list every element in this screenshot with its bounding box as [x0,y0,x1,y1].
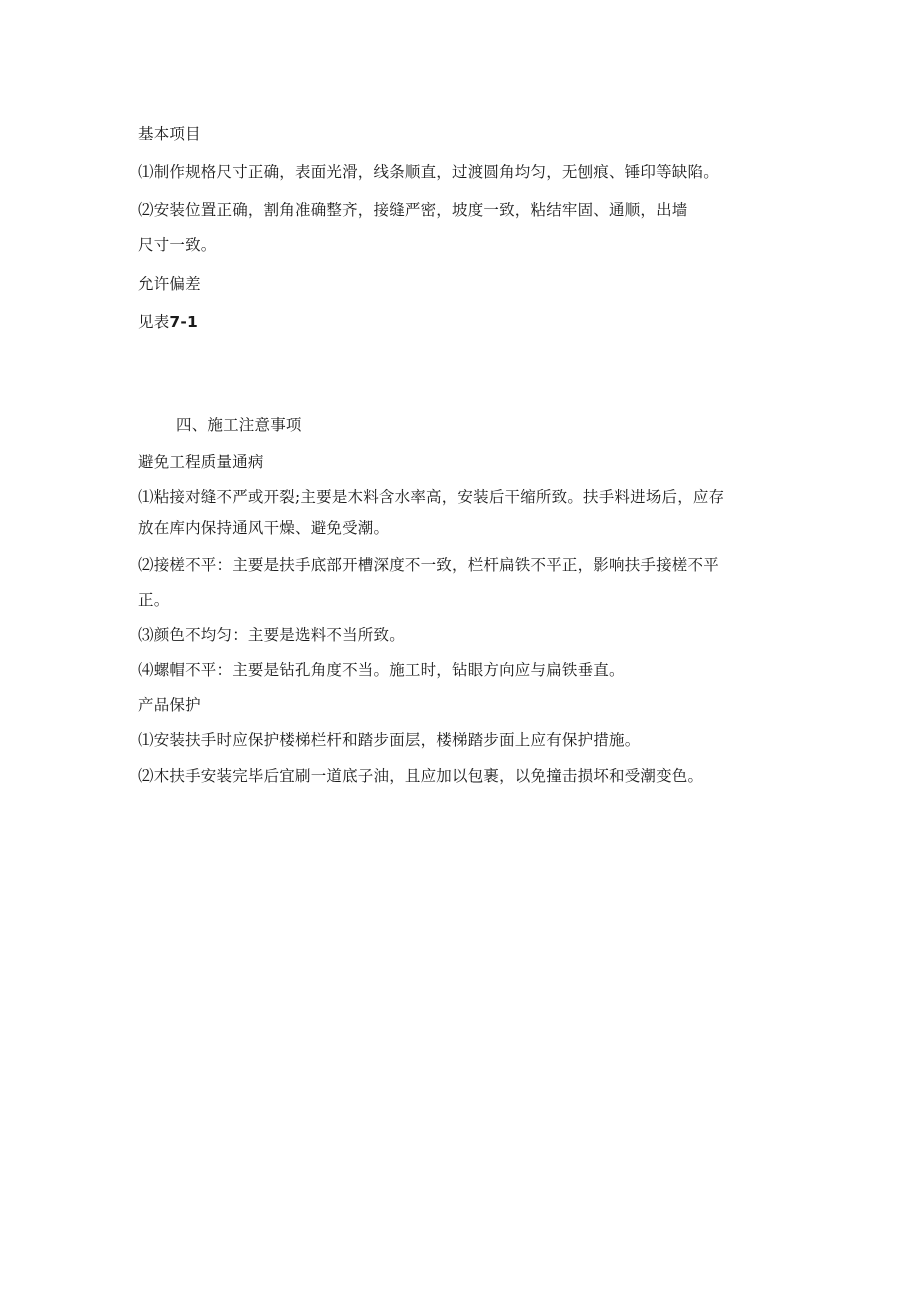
basic-item-2-line-1: ⑵安装位置正确，割角准确整齐，接缝严密，坡度一致，粘结牢固、通顺，出墙 [138,201,688,219]
defect-item-1-line-1: ⑴粘接对缝不严或开裂;主要是木料含水率高，安装后干缩所致。扶手料进场后，应存 [138,488,725,506]
notes-heading: 四、施工注意事项 [176,416,302,434]
basic-items-heading: 基本项目 [138,125,201,143]
basic-item-2-line-2: 尺寸一致。 [138,236,217,254]
protection-item-1: ⑴安装扶手时应保护楼梯栏杆和踏步面层，楼梯踏步面上应有保护措施。 [138,731,641,749]
defect-item-2-line-2: 正。 [138,591,170,609]
defect-item-2-line-1: ⑵接槎不平：主要是扶手底部开槽深度不一致，栏杆扁铁不平正，影响扶手接槎不平 [138,556,719,574]
tolerance-reference-prefix: 见表 [138,313,170,331]
avoid-defects-heading: 避免工程质量通病 [138,453,264,471]
defect-item-4: ⑷螺帽不平：主要是钻孔角度不当。施工时，钻眼方向应与扁铁垂直。 [138,661,625,679]
tolerance-reference [138,312,198,332]
tolerance-reference-table: 7-1 [169,313,199,331]
basic-item-1: ⑴制作规格尺寸正确，表面光滑，线条顺直，过渡圆角均匀，无刨痕、锤印等缺陷。 [138,163,719,181]
defect-item-1-line-2: 放在库内保持通风干燥、避免受潮。 [138,519,390,537]
defect-item-3: ⑶颜色不均匀：主要是选料不当所致。 [138,626,405,644]
protection-heading: 产品保护 [138,696,201,714]
tolerance-heading: 允许偏差 [138,275,201,293]
protection-item-2: ⑵木扶手安装完毕后宜刷一道底子油，且应加以包裹，以免撞击损坏和受潮变色。 [138,767,704,785]
